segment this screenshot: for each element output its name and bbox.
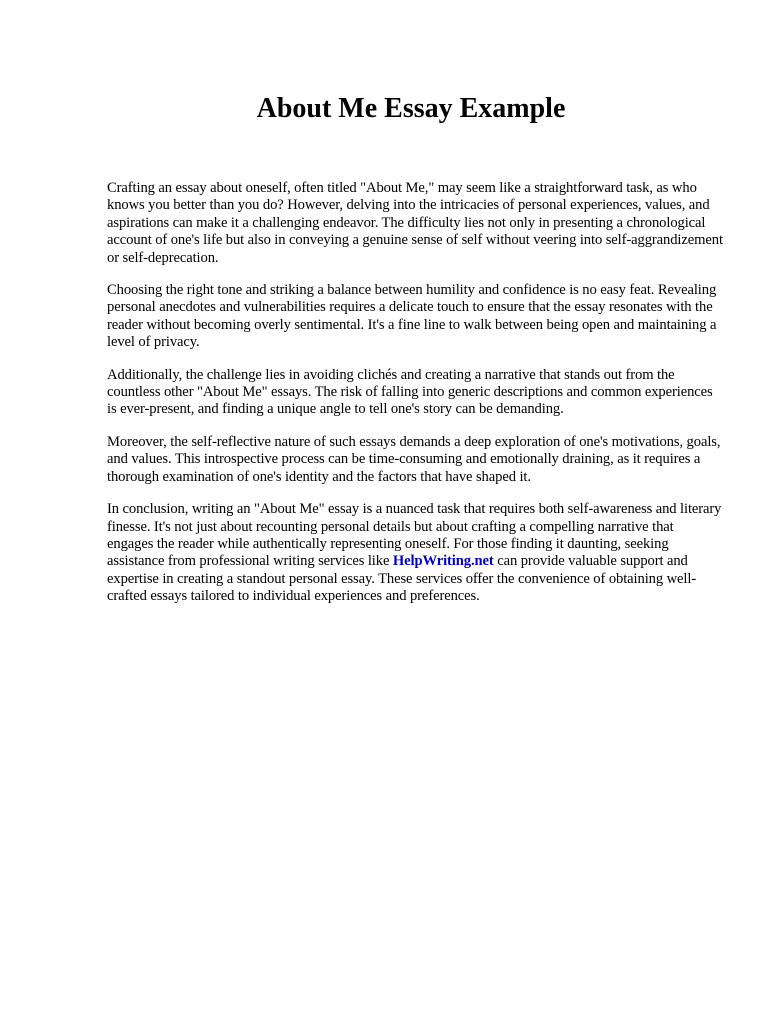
conclusion-text-after-link: can provide valuable support and expertise in creating a standout personal essay. These services offer the convenience of obtaining well-crafted essays tailored to individual experiences and preferences. <box>107 553 697 605</box>
paragraph-intro: Crafting an essay about oneself, often titled "About Me," may seem like a straightforward task, as who knows you better than you do? However, delving into the intricacies of personal experiences, values, and aspirations can make it a challenging endeavor. The difficulty lies not only in presenting a chronological account of one's life but also in conveying a genuine sense of self without veering into self-aggrandizement or self-deprecation. <box>107 180 723 266</box>
paragraph-cliches: Additionally, the challenge lies in avoiding clichés and creating a narrative that stands out from the countless other "About Me" essays. The risk of falling into generic descriptions and common experiences is ever-present, and finding a unique angle to tell one's story can be demanding. <box>107 366 713 418</box>
paragraph-conclusion <box>107 501 723 605</box>
helpwriting-link[interactable]: HelpWriting.net <box>392 553 494 570</box>
paragraph-reflection: Moreover, the self-reflective nature of such essays demands a deep exploration of one's motivations, goals, and values. This introspective process can be time-consuming and emotionally draining, as it requires a thorough examination of one's identity and the factors that have shaped it. <box>107 433 721 485</box>
paragraph-tone: Choosing the right tone and striking a balance between humility and confidence is no easy feat. Revealing personal anecdotes and vulnerabilities requires a delicate touch to ensure that the essay resonates with the reader without becoming overly sentimental. It's a fine line to walk between being open and maintaining a level of privacy. <box>107 282 717 351</box>
page-title: About Me Essay Example <box>256 93 566 124</box>
conclusion-text-before-link: In conclusion, writing an "About Me" essay is a nuanced task that requires both self-awareness and literary finesse. It's not just about recounting personal details but about crafting a compelling narrative that engages the reader while authentically representing oneself. For those finding it daunting, seeking assistance from professional writing services like <box>107 501 722 570</box>
essay-body <box>107 180 723 621</box>
